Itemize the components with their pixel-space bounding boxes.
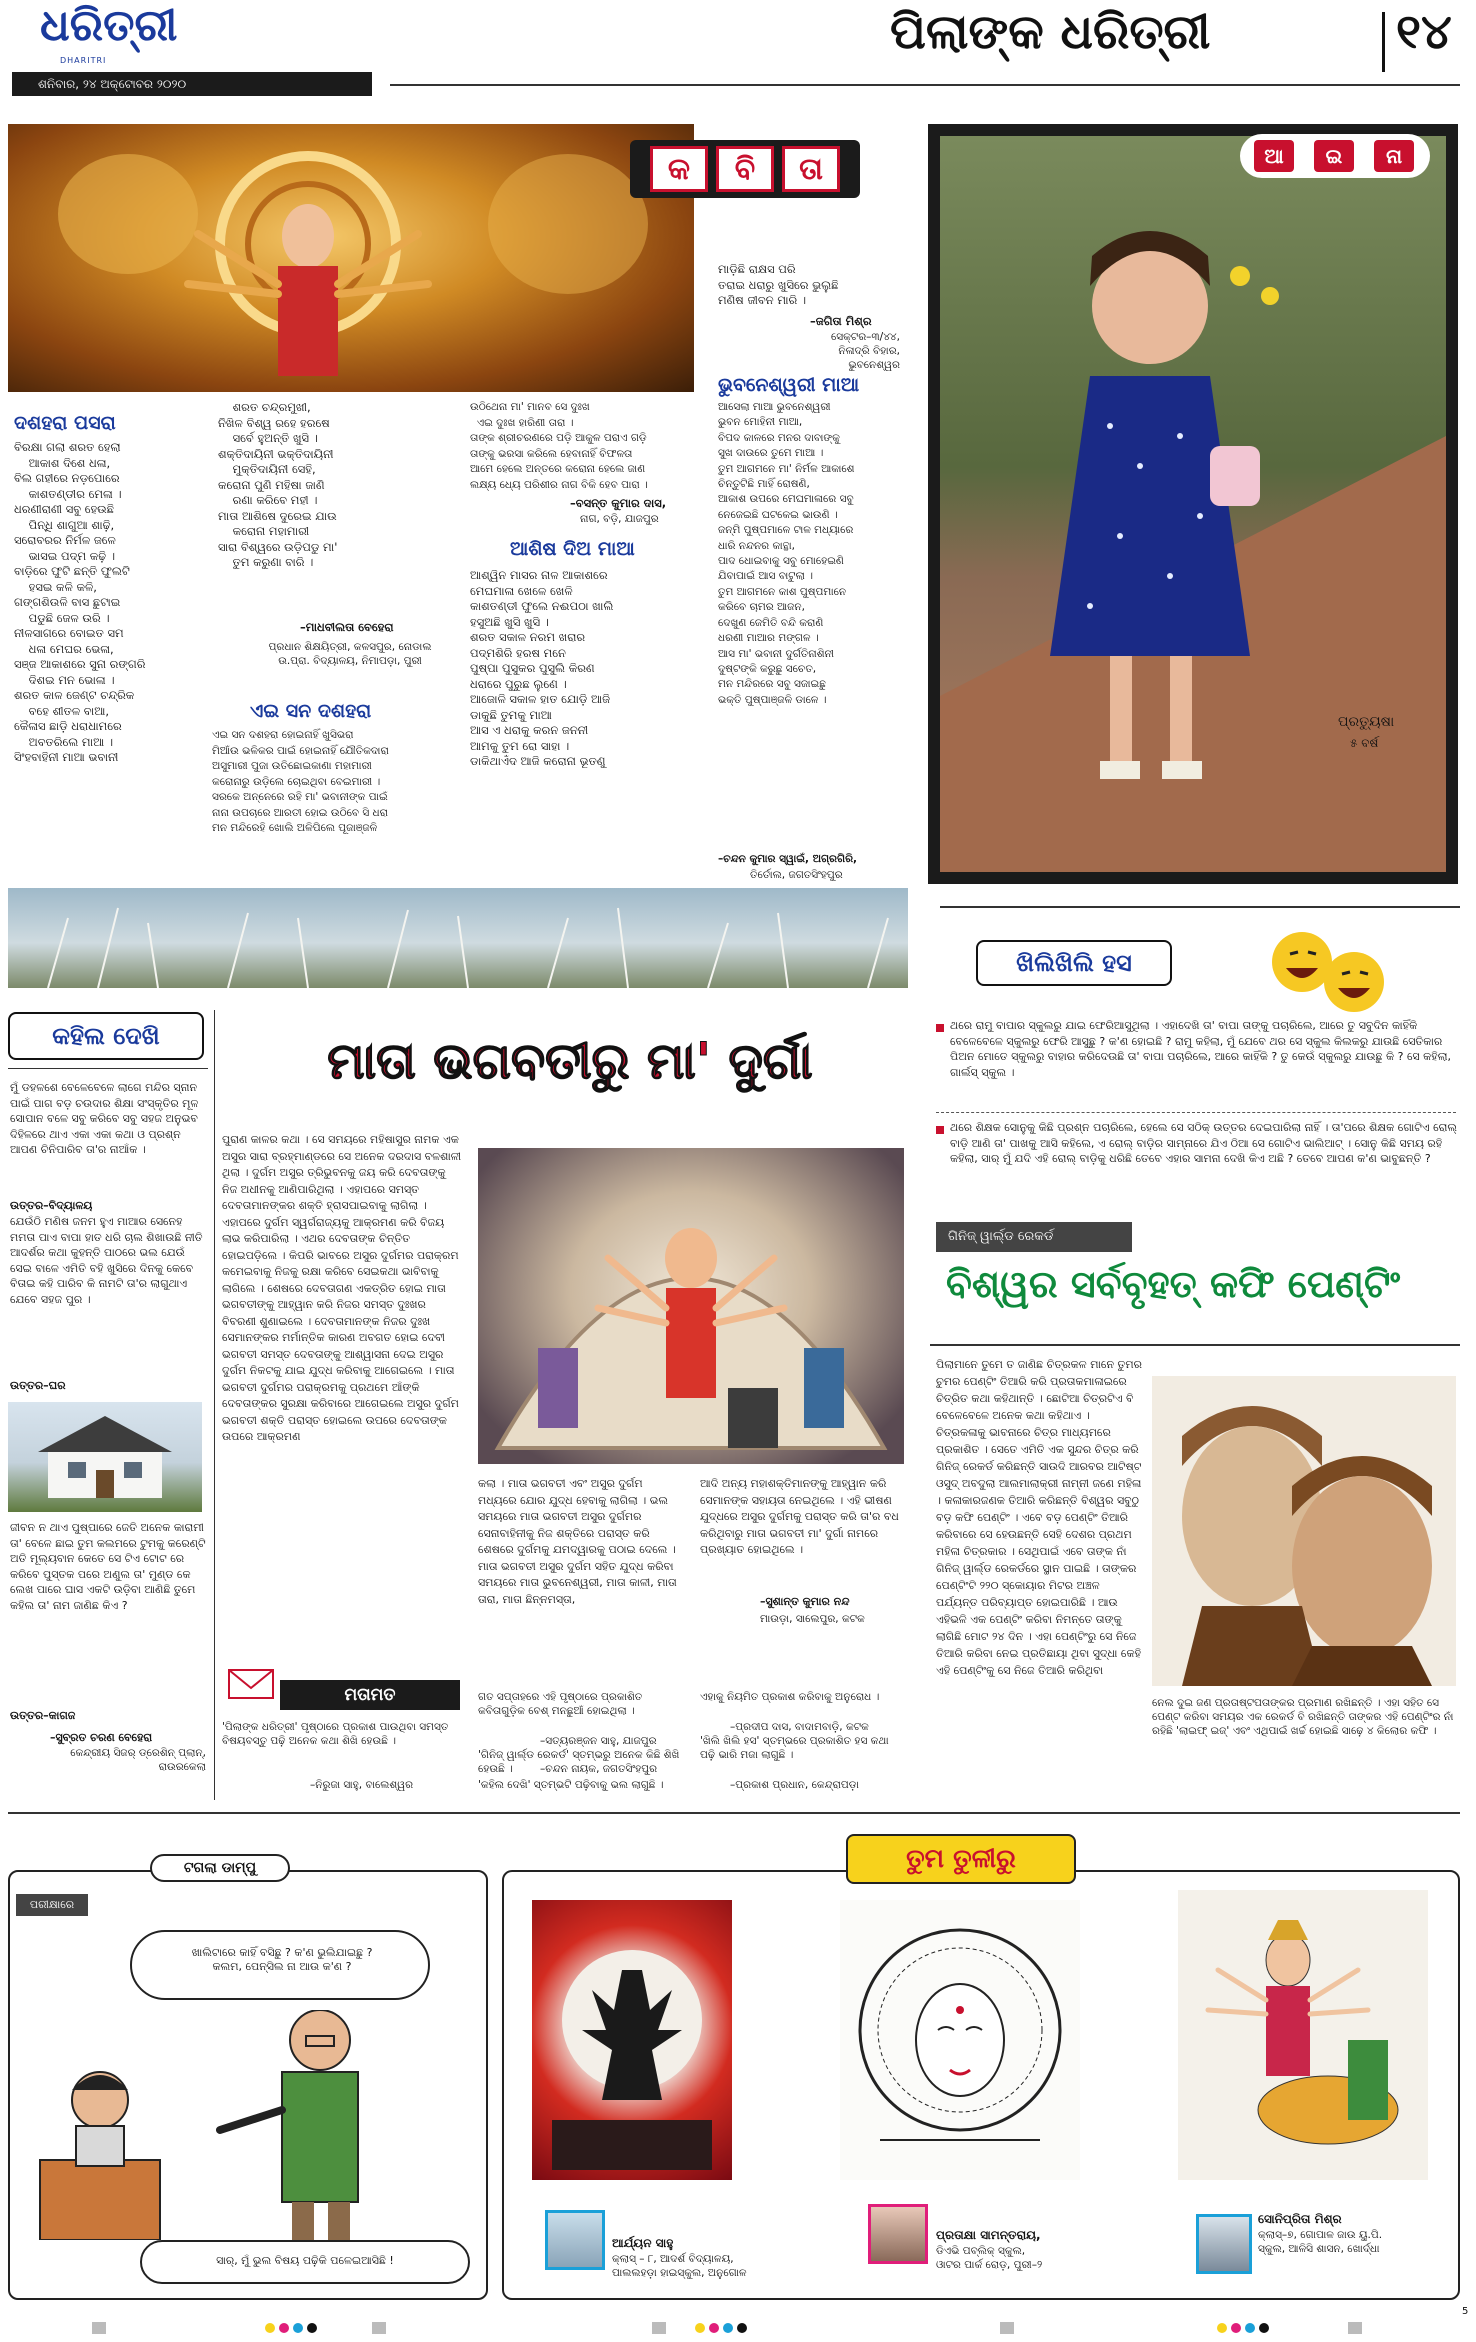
pandal-illustration [478,1148,904,1464]
kahila-dekhi-rule [8,1068,208,1069]
aina-photo [940,136,1446,872]
matamata-letter-6-author: –ପ୍ରକାଶ ପ୍ରଧାନ, କେନ୍ଦ୍ରାପଡ଼ା [730,1779,859,1791]
artist3-avatar [1196,2214,1252,2274]
drawing2-photo [840,1900,1080,2180]
kabita-badge-letter-1: କ [650,146,708,192]
kahila-dekhi-author: –ସୁବ୍ରତ ଚରଣ ବେହେରା [50,1731,153,1744]
joke2-bullet [936,1126,944,1134]
logo-sub: DHARITRI [60,56,107,65]
poem4-title: ଭୁବନେଶ୍ୱରୀ ମାଆ [718,374,860,396]
aina-frame [928,124,1458,884]
laughing-emoji-icon [1262,922,1392,1022]
aina-badge [1240,134,1430,178]
mail-icon [226,1662,276,1702]
poem1-col2: ଶରତ ଚନ୍ଦ୍ରମୁଖୀ, ନିଖିଳ ବିଶ୍ୱ ରହେ ହରଷେ ସର୍ବେ ହୁଅନ୍ତି ଖୁସି । ଶକ୍ତିଦାୟିନୀ ଭକ୍ତିଦାୟିନୀ ମୁକ୍ତିଦାୟିନୀ ସେହି, କରୋନା ପୁଣି ମହିଷା ଜାଣି ରଣା କରିବେ ମହୀ । ମାତା ଆଶିଷେ ଦୁରେଇ ଯାଉ କରୋନା ମହାମାରୀ ସାରା ବିଶ୍ୱରେ ଉଡ଼ିପଡୁ ମା' ତୁମ କରୁଣା ବାରି । [218,400,338,569]
poem3-top: ଉଠିଥେନା ମା' ମାନବ ସେ ଦୁଃଖ ଏଇ ଦୁଃଖ ହାରିଣୀ ତାରା । ତାଙ୍କ ଶ୍ରୀଚରଣରେ ପଡ଼ି ଆକୁଳ ପରାଏ ଗଡ଼ି ତାଙ୍କୁ ଭରସା କରିଲେ ହେବାନାହିଁ ବିଫଳତା ଆମେ ହେଲେ ଅନ୍ତରେ କରୋନା ହେଲେ ଜାଣ ଲକ୍ଷ୍ୟ ଧ୍ୟେ ପରିଶୀର ନାଗ ବିକି ହେବ ପାରା । [470,401,648,491]
matamata-title: ମତାମତ [280,1680,460,1710]
logo: ଧରିତ୍ରୀ [40,0,178,51]
cartoon-scene [20,2010,480,2240]
poem1-title: ଦଶହରା ପସରା [14,412,116,434]
riddle3-text: ଜୀବନ ନ ଥାଏ ପୁଷ୍ପାରେ ଜେତି ଅନେକ କାରାମୀ ତା' ବେଳେ ଛାଇ ତୁମ କଲମରେ ଟୁମକୁ କରେଣ୍ଟି ଅତି ମୂଲ୍ୟବାନ କେତେ ସେ ଟିଏ ଟୋଟ ରେ କରିବେ ପୁସ୍ତକ ପରେ ଅଣୁଲ ତା' ମୁଣ୍ଡ କେ ଲେଖ ପାରେ ଘାସ ଏକଟି ଉଡ଼ିବା ଆଣିଛି ତୁମେ କହିଲ ତା' ନାମ ଜାଣିଛ କିଏ ? [10,1521,210,1612]
kabita-badge-letter-2: ବି [716,146,774,192]
matamata-letter-5-author: –ପ୍ରଦୀପ ଦାସ, ବାଦାମବାଡ଼ି, କଟକ [730,1721,869,1733]
guinness-label: ଗିନିଜ୍ ୱାର୍ଲ୍ଡ ରେକର୍ଡ [936,1222,1132,1252]
page-number: ୧୪ [1396,4,1452,60]
main-story-headline: ମାତା ଭଗବତୀରୁ ମା' ଦୁର୍ଗା [327,1032,813,1090]
poem3-top-author: –ବସନ୍ତ କୁମାର ଦାସ, [570,496,667,510]
cartoon-title: ଟଗଲା ଡାମ୍ପୁ [150,1854,290,1882]
poem4-top-author: –ଜଗିତା ମିଶ୍ର [810,314,872,328]
artist2-name: ପ୍ରତାକ୍ଷା ସାମନ୍ତରାୟ, [936,2228,1041,2242]
artist2-avatar [868,2204,928,2264]
cartoon-bubble1: ଖାଲିଟାରେ କାହିଁ ବସିଛୁ ? କ'ଣ ଭୁଲିଯାଇଛୁ ? କଲମ, ପେନ୍ସିଲ ନା ଆଉ କ'ଣ ? [191,1946,373,1973]
joke2-text: ଥରେ ଶିକ୍ଷକ ସୋନୁକୁ କିଛି ପ୍ରଶ୍ନ ପଚାରିଲେ, ହେଲେ ସେ ସଠିକ୍ ଉତ୍ତର ଦେଇପାରିଲା ନାହିଁ । ତା'ପରେ ଶିକ୍ଷକ ଗୋଟିଏ ରୋଲ୍ ବାଡ଼ି ଆଣି ତା' ପାଖକୁ ଆସି କହିଲେ, ଏ ରୋଲ୍ ବାଡ଼ିର ସାମ୍ନାରେ ଯିଏ ଠିଆ ସେ ଗୋଟିଏ ଭାଲିଆଟ୍ । ସୋନୁ କିଛି ସମୟ ରହି କହିଲା, ସାର୍ ମୁଁ ଯଦି ଏହି ରୋଲ୍ ବାଡ଼ିକୁ ଧରିଛି ତେବେ ଏହାର ସାମନା ଦେଖି କିଏ ଅଛି ? ତେବେ ଆପଣ କ'ଣ ଭାବୁଛନ୍ତି ? [950,1121,1461,1165]
poem1-author: –ମାଧବୀଲତା ବେହେରା [300,620,394,634]
section-bottom-rule [8,1812,1460,1814]
riddle2-answer: ଉତ୍ତର–ଘର [10,1379,66,1392]
kahila-dekhi-title: କହିଲ ଦେଖି [8,1012,204,1060]
poem4-author: –ଚନ୍ଦନ କୁମାର ସ୍ୱାଇଁ, ଅଗ୍ରଗିରି, [718,853,858,865]
coffee-painting-illustration [1152,1376,1456,1686]
artist2-details: ଡିଏଭି ପବ୍ଲିକ୍ ସ୍କୁଲ, ଓାଟର ପାର୍କ ରୋଡ଼, ପୁରୀ–୨ [936,2245,1043,2271]
guinness-headline: ବିଶ୍ୱର ସର୍ବବୃହତ୍ କଫି ପେଣ୍ଟିଂ [946,1262,1401,1306]
matamata-letter-3: 'ଗିନିଜ୍ ୱାର୍ଲ୍ଡ ରେକର୍ଡ' ସ୍ତମ୍ଭରୁ ଅନେକ କିଛି ଶିଖି ହେଉଛି । [478,1749,683,1775]
aina-badge-letter-3: ନା [1374,140,1414,172]
artist3-name: ସୋନିପ୍ରିତା ମିଶ୍ର [1258,2212,1342,2226]
riddle1-answer: ଉତ୍ତର–ବିଦ୍ୟାଳୟ [10,1199,93,1212]
drawing3-photo [1178,1890,1428,2180]
masthead [0,0,1476,98]
riddle3-answer: ଉତ୍ତର–କାଗଜ [10,1709,76,1722]
cartoon-bubble2: ସାର୍, ମୁଁ ଭୁଲ ବିଷୟ ପଢ଼ିକି ପଳେଇଆସିଛି ! [216,2254,394,2267]
child-portrait-illustration [940,136,1446,872]
masthead-rule [390,84,1460,86]
drawing1-photo [532,1900,732,2180]
kash-grass-illustration [8,888,908,988]
artist3-details: କ୍ଲାସ୍–୭, ଗୋପାଳ ଜାଉ ୟୁ.ପି. ସ୍କୁଲ, ଆଳିସି ଶାସନ, ଖୋର୍ଦ୍ଧା [1258,2229,1383,2255]
joke1-bullet [936,1024,944,1032]
matamata-letter-6: 'ଖିଲି ଖିଲି ହସ' ସ୍ତମ୍ଭରେ ପ୍ରକାଶିତ ହସ କଥା ପଢ଼ି ଭାରି ମଜା ଲାଗୁଛି । [700,1735,892,1761]
main-story-left-rule [214,1010,215,1800]
coffee-painting-photo [1152,1376,1456,1686]
guinness-caption: ନେଲ ଦୁଇ ଜଣ ପ୍ରତାଷ୍ଟପତାଙ୍କର ପ୍ରମାଣ ରଖିଛନ୍ତି । ଏହା ସହିତ ସେ ପେଣ୍ଟ କରିବା ସମୟର ଏକ ରେକର୍ଡ ବି ରଖିଛନ୍ତି ତାଙ୍କର ଏହି ପେଣ୍ଟିଂର ନାଁ ରହିଛି 'ଲାଇଫ୍ ଇଜ୍' ଏବଂ ଏଥିପାଇଁ ଖର୍ଚ୍ଚ ହୋଇଛି ସାଢ଼େ ୪ କିଲୋର କଫି । [1152,1697,1457,1737]
durga-painting-illustration [1178,1890,1428,2180]
guinness-body: ପିଲାମାନେ ତୁମେ ତ ଜାଣିଛ ଚିତ୍ରକଳ ମାନେ ତୁମର ଚୁମର ପେଣ୍ଟିଂ ତିଆରି କରି ପ୍ରତାକମାଳାଇରେ ଚିତ୍ରିତ କଥା କହିଥାନ୍ତି । ଛୋଟିଆ ଚିତ୍ରଟିଏ ବି ବେଳେବେଳେ ଅନେକ କଥା କହିଥାଏ । ଚିତ୍ରକଳାକୁ ଭାବନାରେ ଚିତ୍ର ମାଧ୍ୟମରେ ପ୍ରକାଶିତ । ସେତେ ଏମିତି ଏକ ସୁନ୍ଦର ଚିତ୍ର କରି ଗିନିଜ୍ ରେକର୍ଡ କରିଛନ୍ତି ସାଉଦି ଆରବର ଆଟିଷ୍ଟ ଓସୁଦ୍ ଅବଦୁଲା ଆଲମାଲାକ୍ରୀ ନାମ୍ନୀ ଜଣେ ମହିଳା । କଳାକାରଜଣକ ତିଆରି କରିଛନ୍ତି ବିଶ୍ୱର ସବୁଠୁ ବଡ଼ କଫି ପେଣ୍ଟିଂ । ଏବେ ବଡ଼ ପେଣ୍ଟିଂ ତିଆରି କରିବାରେ ସେ ହେଉଛନ୍ତି ସେହି ଦେଶର ପ୍ରଥମ ମହିଳା ଚିତ୍ରକାର । ସେଥିପାଇଁ ଏବେ ତାଙ୍କ ନାଁ ଗିନିଜ୍ ୱାର୍ଲ୍ଡ ରେକର୍ଡରେ ସ୍ଥାନ ପାଇଛି । ତାଙ୍କର ପେଣ୍ଟିଂଟି ୨୨୦ ସ୍କୋୟାର ମିଟର ଅଞ୍ଚଳ ପର୍ଯ୍ୟନ୍ତ ପରିବ୍ୟାପ୍ତ ହୋଇପାରିଛି । ଆଉ ଏହିଭଳି ଏକ ପେଣ୍ଟିଂ କରିବା ନିମନ୍ତେ ତାଙ୍କୁ ଲାଗିଛି ମୋଟ ୨୪ ଦିନ । ଏହା ପେଣ୍ଟିଂରୁ ସେ ନିଜେ ତିଆରି କରିବା ନେଇ ପ୍ରତିଛାୟା ଥିବା ସୁଦ୍ଧା କେହି ଏହି ପେଣ୍ଟିଂକୁ ସେ ନିଜେ ତିଆରି କରିଥିବା [936,1358,1146,1677]
poem2-title: ଏଇ ସନ ଦଶହରା [250,700,372,722]
kabita-badge [630,140,860,198]
poem3-title: ଆଶିଷ ଦିଅ ମାଆ [510,538,635,560]
matamata-letter-1-author: –ନିରୁଜା ସାହୁ, ବାଲେଶ୍ୱର [310,1779,414,1791]
main-story-col2: କଲା । ମାତା ଭଗବତୀ ଏବଂ ଅସୁର ଦୁର୍ଗମ ମଧ୍ୟରେ ଯୋର ଯୁଦ୍ଧ ହେବାକୁ ଲାଗିଲା । ଭଲ ସମୟରେ ମାତା ଭଗବତୀ ଅସୁର ଦୁର୍ଗମର ସେନାବାହିନୀକୁ ନିଜ ଶକ୍ତିରେ ପରାସ୍ତ କରି ଶେଷରେ ଦୁର୍ଗମକୁ ଯମଦ୍ୱାରକୁ ପଠାଇ ଦେଲେ । ମାତା ଭଗବତୀ ଅସୁର ଦୁର୍ଗମ ସହିତ ଯୁଦ୍ଧ କରିବା ସମୟରେ ମାତା ଭୁବନେଶ୍ୱରୀ, ମାତା କାଳୀ, ମାତା ତାରା, ମାତା ଛିନ୍ନମସ୍ତା, [478,1477,681,1606]
durga-pandal-photo [478,1148,904,1464]
kahila-dekhi-address: କେନ୍ଦ୍ରୀୟ ସିଜର୍ ଡ୍ରେଶିନ୍ ପ୍ଲାନ୍, ରାଉରକେଲା [70,1747,206,1773]
riddle2-text: ଯେଉଁଠି ମଣିଷ ଜନମ ହୁଏ ମାଆର ସେନେହ ମମତା ପାଏ ବାପା ହାତ ଧରି ଚାଲ ଶିଖାଉଛି ନୀତି ଆଦର୍ଶର କଥା କୁହନ୍ତି ପାଠରେ ଭଲ ଯେଉଁ ସେଇ ବାଳେ ଏମିତି ବହି ଖୁସିରେ ଦିନକୁ କେବେ ବିତାଇ କହି ପାରିବ କି ନାମଟି ତା'ର ଲାଗୁଥାଏ ଯେବେ ସହଜ ପୁର । [10,1215,207,1306]
main-story-col1: ପୁରାଣ କାଳର କଥା । ସେ ସମୟରେ ମହିଷାସୁର ନାମକ ଏକ ଅସୁର ସାରା ବ୍ରହ୍ମାଣ୍ଡରେ ସେ ଅନେକ ଦରଦାସ ବଳଶାଳୀ ଥିଲା । ଦୁର୍ଗମ ଅସୁର ତ୍ରିଭୁବନକୁ ଜୟ କରି ଦେବତାଙ୍କୁ ନିଜ ଅଧୀନକୁ ଆଣିପାରିଥିଲା । ଏହାପରେ ସମସ୍ତ ଦେବତାମାନଙ୍କର ଶକ୍ତି ହ୍ରାସପାଇବାକୁ ଲାଗିଲା । ଏହାପରେ ଦୁର୍ଗମ ସ୍ୱର୍ଗରାଜ୍ୟକୁ ଆକ୍ରମଣ କରି ବିଜୟ ଲାଭ କରିପାରିଲା । ଏଥର ଦେବତାଙ୍କ ଚିନ୍ତିତ ହୋଇପଡ଼ିଲେ । କିପରି ଭାବରେ ଅସୁର ଦୁର୍ଗମର ପରାକ୍ରମ କମେଇବାକୁ ନିଜକୁ ରକ୍ଷା କରିବେ ସେଇକଥା ଭାବିବାକୁ ଲାଗିଲେ । ଶେଷରେ ଦେବତାଗଣ ଏକତ୍ରିତ ହୋଇ ମାତା ଭଗବତୀଙ୍କୁ ଆହ୍ୱାନ କରି ନିଜର ସମସ୍ତ ଦୁଃଖର ବିବରଣୀ ଶୁଣାଇଲେ । ଦେବତାମାନଙ୍କ ନିଜର ଦୁଃଖ ସେମାନଙ୍କର ମର୍ମାନ୍ତିକ କାରଣ ଅବଗତ ହୋଇ ଦେବୀ ଭଗବତୀ ସମସ୍ତ ଦେବତାଙ୍କୁ ଆଶ୍ୱାସନା ଦେଇ ଅସୁର ଦୁର୍ଗମ ନିକଟକୁ ଯାଇ ଯୁଦ୍ଧ କରିବାକୁ ଆଗେଇଲେ । ମାତା ଭଗବତୀ ଦୁର୍ଗମର ପରାକ୍ରମକୁ ପ୍ରଥମେ ଆଁଙ୍କି ଦେବତାଙ୍କର ସୁରକ୍ଷା କରିବାରେ ଆଗେଇଲେ ଅସୁର ଦୁର୍ଗମ ଭଗବତୀ ଶକ୍ତି ପରାସ୍ତ ହୋଇଲେ ଉପରେ ଦେବତାଙ୍କ ଉପରେ ଆକ୍ରମଣ [222,1133,465,1443]
aina-badge-letter-1: ଆ [1254,140,1294,172]
poem4-top-address: ସେକ୍ଟର–୩/୪୪, ନିଳାଦ୍ରି ବିହାର, ଭୁବନେଶ୍ୱର [831,331,900,371]
matamata-letter-2-author: –ସତ୍ୟରଞ୍ଜନ ସାହୁ, ଯାଜପୁର [540,1735,657,1747]
poem4-body: ଆସେଲା ମାଆ ଭୁବନେଶ୍ୱରୀ ଭୁବନ ମୋହିନୀ ମାଆ, ବିପଦ କାଳରେ ମନର ଦାବାଙ୍କୁ ସୁଖ ଦାଉରେ ତୁମେ ମାଆ । ତୁମ ଆଗମନେ ମା' ନିର୍ମଳ ଆକାଶେ ଚିନ୍ତୁଟିଛି ମାହିଁ ରୋଷଣି, ଆକାଶ ଉପରେ ମେଘମାଳାରେ ସବୁ ନେଜେଇଛି ଘଟକେଇ ଭାଉଣି । ଜନ୍ମି ପୁଷ୍ପମାଳେ ଟାଳ ମଧ୍ୟାରେ ଧାରି ନନ୍ଦନର କାନ୍ଥା, ପାଦ ଧୋଇବାକୁ ସବୁ ମୋହେଇଣି ଯିବାପାଇଁ ଆସ ବାଟୁଲା । ତୁମ ଆଗମନେ କାଶ ପୁଷ୍ପମାନେ କରିବେ ଚାମର ଆଜନ, ଦେଖୁଣ ଜେମିତି ବନ୍ଦି କରାଣି ଧରଣୀ ମାଆର ମଙ୍ଗଳ । ଆସ ମା' ଭବାନୀ ଦୁର୍ଗତିନାଶିନୀ ଦୁଷ୍ଟଙ୍କି କରୁଛୁ ସଚେତ, ମନ ମନ୍ଦିରରେ ସବୁ ସଜାଇଛୁ ଭକ୍ତି ପୁଷ୍ପାଞ୍ଜଳି ଡାଳେ । [718,401,855,706]
main-story-col3: ଆଦି ଅନ୍ୟ ମହାଶକ୍ତିମାନଙ୍କୁ ଆହ୍ୱାନ କରି ସେମାନଙ୍କ ସହାୟତା ନେଇଥିଲେ । ଏହି ଭୀଷଣ ଯୁଦ୍ଧରେ ଅସୁର ଦୁର୍ଗମକୁ ପରାସ୍ତ କରି ତା'ର ବଧ କରିଥିବାରୁ ମାତା ଭଗବତୀ ମା' ଦୁର୍ଗା ନାମରେ ପ୍ରଖ୍ୟାତ ହୋଇଥିଲେ । [700,1477,903,1556]
durga-silhouette-illustration [532,1900,732,2180]
house-illustration [8,1402,202,1512]
tuma-tulira-title: ତୁମ ତୁଳୀରୁ [846,1834,1076,1884]
durga-idol-illustration [8,124,694,392]
main-story-author: –ସୁଶାନ୍ତ କୁମାର ନନ୍ଦ [760,1595,850,1608]
section-title: ପିଲାଙ୍କ ଧରିତ୍ରୀ [890,4,1211,60]
main-story-address: ମାଉଡ଼ା, ସାଲେପୁର, କଟକ [760,1613,865,1625]
poem4-top: ମାଡ଼ିଛି ରାକ୍ଷସ ପରି ତରାଇ ଧରାରୁ ଖୁସିରେ ଭୁଲୁଛି ମଣିଷ ଜୀବନ ମାରି । [718,262,839,307]
artist1-name: ଆର୍ଯ୍ୟନ ସାହୁ [612,2236,674,2250]
durga-idol-photo [8,124,694,392]
artist1-details: କ୍ଲାସ୍ – ୮, ଆଦର୍ଶ ବିଦ୍ୟାଳୟ, ପାଲଲହଡ଼ା ହାଇସ୍କୁଲ, ଅନୁଗୋଳ [612,2253,747,2279]
aina-age: ୫ ବର୍ଷ [1350,736,1379,750]
guinness-top-rule [930,1344,1460,1346]
joke1-text: ଥରେ ରାମୁ ବାପାର ସ୍କୁଲରୁ ଯାଇ ଫେରିଆସୁଥିଲା । ଏହାଦେଖି ତା' ବାପା ତାଙ୍କୁ ପଚାରିଲେ, ଆରେ ତୁ ସବୁଦିନ କାହିଁକି ବେଳେବେଳେ ସ୍କୁଲରୁ ଫେରି ଆସୁଛୁ ? କ'ଣ ହୋଇଛି ? ରାମୁ କହିଲା, ମୁଁ ଯେବେ ଥର ସେ ସ୍କୁଲ କିଲକରୁ ଯାଉଛି ସେତିକାର ପିଅନ ମୋତେ ସ୍କୁଲରୁ ବାହାର କରିଦେଉଛି ତା' ବାପା ପଚାରିଲେ, ଆରେ କାହିଁକି ? ତୁ କେଉଁ ସ୍କୁଲରୁ ଯାଉଛୁ କି ? ସେ କହିଲା, ଗାର୍ଲସ୍ ସ୍କୁଲ । [950,1019,1455,1079]
matamata-letter-5: ଏହାକୁ ନିୟମିତ ପ୍ରକାଶ କରିବାକୁ ଅନୁରୋଧ । [700,1691,880,1703]
poem2-body: ଏଇ ସନ ଦଶହରା ହୋଇନାହିଁ ଖୁସିଭରା ମିଆଁଉ ଭଳିକର ପାଇଁ ହୋଇନାହିଁ ଯୌତିକଦାରା ଅସୁମାରୀ ପୁଜା ଉତିଛୋଇକାଣା ମହାମାରୀ କରୋନାରୁ ଉଡ଼ିଲେ ଚୋଇଥିବା ବେଇମାରୀ । ସରକେ ଅନ୍ନେରେ ରହି ମା' ଭବାନୀଙ୍କ ପାଇଁ ନାନା ଉପଚାରେ ଆରତୀ ହୋଇ ଉଠିବେ ସି ଧରା ମନ ମନ୍ଦିରେହି ଖୋଲି ଅଳିପିଲେ ପୂଜାଞ୍ଜଳି [212,729,389,834]
matamata-letter-2: ଗତ ସପ୍ତାହରେ ଏହି ପୃଷ୍ଠାରେ ପ୍ରକାଶିତ କବିତାଗୁଡ଼ିକ ବେଶ୍ ମନଛୁଆଁ ହୋଇଥିଲା । [478,1691,646,1717]
cartoon-illustration [20,2010,480,2240]
cartoon-panel-label: ପରୀକ୍ଷାରେ [16,1894,88,1916]
title-divider [1382,12,1385,72]
poem4-address: ତିର୍ତୋଲ, ଜଗତସିଂହପୁର [750,869,843,881]
poem3-body: ଆଶ୍ୱିନ ମାସର ନାଳ ଆକାଶରେ ମେଘମାଳା ଖେଳେ ଖେଳି କାଶତଣ୍ଡୀ ଫୁଲେ ନଈପଠା ଖାଲି ହସୁଅଛି ଖୁସି ଖୁସି । ଶରତ ସକାଳ ନରମ ଖରାର ପଦ୍ମଶିରି ହରଷ ମନେ ପୁଷ୍ପା ପୁସୁକର ପୁସୁଲି କିରଣ ଧରାରେ ପୁରୁଛ ଲୁଣେ । ଆଜୋଳି ସକାଳ ହାତ ଯୋଡ଼ି ଆଜି ଡାକୁଛି ତୁମକୁ ମାଆ ଆସ ଏ ଧରାକୁ କରନ ଜନନୀ ଆମକୁ ତୁମ ରୋ ସାହା । ଡାକିଥାଏଁଦ ଆଜି କରୋନା ଭୂତଣୁ [470,568,614,768]
khilikhili-divider [940,906,1460,908]
joke-separator [936,1112,1456,1113]
poem3-top-address: ନାଗ, ବଡ଼ି, ଯାଜପୁର [580,513,659,525]
kabita-badge-letter-3: ତା [782,146,840,192]
kash-flower-strip [8,888,908,988]
matamata-letter-3-author: –ଚନ୍ଦନ ନାୟକ, ଜଗତସିଂହପୁର [540,1763,658,1775]
matamata-letter-1: 'ପିଲାଙ୍କ ଧରିତ୍ରୀ' ପୃଷ୍ଠାରେ ପ୍ରକାଶ ପାଉଥିବା ସମସ୍ତ ବିଷୟବସ୍ତୁ ପଢ଼ି ଅନେକ କଥା ଶିଖି ହେଉଛି । [222,1721,452,1747]
footer-page-marker: 5 [1462,2306,1469,2317]
poem1-col1: ବିରକ୍ଷା ଗଲା ଶରତ ହେଲା ଆକାଶ ଦିଶେ ଧଳା, ବିଲ ଗହୀରେ ନଡ଼ପୋରେ କାଶତଣ୍ଡୀର ମେଳା । ଧରଣୀରାଣୀ ସବୁ ହେଉଛି ପିନ୍ଧି ଶାଗୁଆ ଶାଢ଼ି, ସରୋବରର ନିର୍ମଳ ଜଳେ ଭାସଇ ପଦ୍ମ କଢ଼ି । ବାଡ଼ିରେ ଫୁଟି ଛନ୍ତି ଫୁଲଟି ହସଇ କଳି କଳି, ଗଙ୍ଗଶିଉଳି ବାସ ଛୁଟାଇ ପଡୁଛି ଜେଳ ଉରି । ନୀଳସାଗରେ ବୋଇତ ସମ ଧଳା ମେଘର ଭେଳା, ସଞ୍ଜ ଆକାଶରେ ସୁନା ରଙ୍ଗରି ଦିଶଇ ମନ ଭୋଳା । ଶରତ କାଳ ଜେଣ୍ଟ ଚନ୍ଦ୍ରିକ ବହେ ଶୀତଳ ବାଆ, କୈଳାସ ଛାଡ଼ି ଧରାଧାମରେ ଅବତରିଲେ ମାଆ । ସିଂହବାହିନୀ ମାଆ ଭବାନୀ [14,440,146,764]
date-bar: ଶନିବାର, ୨୪ ଅକ୍ଟୋବର ୨୦୨୦ [12,72,372,96]
aina-badge-letter-2: ଇ [1314,140,1354,172]
artist1-avatar [545,2210,605,2270]
print-registration-marks [0,2318,1476,2338]
poem1-address: ପ୍ରଧାନ ଶିକ୍ଷୟିତ୍ରୀ, କଳସପୁର, ନୋଡାଲ ଉ.ପ୍ରା. ବିଦ୍ୟାଳୟ, ନିମାପଡ଼ା, ପୁରୀ [268,641,432,667]
house-photo [8,1402,202,1512]
riddle1-text: ମୁଁ ଡହଳଶେ ବେଳେବେଳେ ଲାଗେ ମନ୍ଦିର ସ୍ନାନ ପାଇଁ ପାଗ ବଡ଼ ଚଉଦାର ଶିକ୍ଷା ସଂସ୍କୃତିର ମୂଳ ସୋପାନ ବଳେ ସବୁ କରିବେ ସବୁ ସହଜ ଅନୁଭବ ଦିହିଳରେ ଥାଏ ଏକା ଏକା କଥା ଓ ପ୍ରଶ୍ନ ଆପଣ ଚିନିପାରିବ ତା'ର ନାଆଁକ । [10,1081,202,1156]
khilikhili-title: ଖିଲିଖିଲି ହସ [976,940,1172,986]
aina-name: ପ୍ରତ୍ୟୁଷା [1338,714,1395,730]
durga-face-drawing-illustration [840,1900,1080,2180]
matamata-letter-4: 'କହିଲ ଦେଖି' ସ୍ତମ୍ଭଟି ପଢ଼ିବାକୁ ଭଲ ଲାଗୁଛି । [478,1779,664,1791]
